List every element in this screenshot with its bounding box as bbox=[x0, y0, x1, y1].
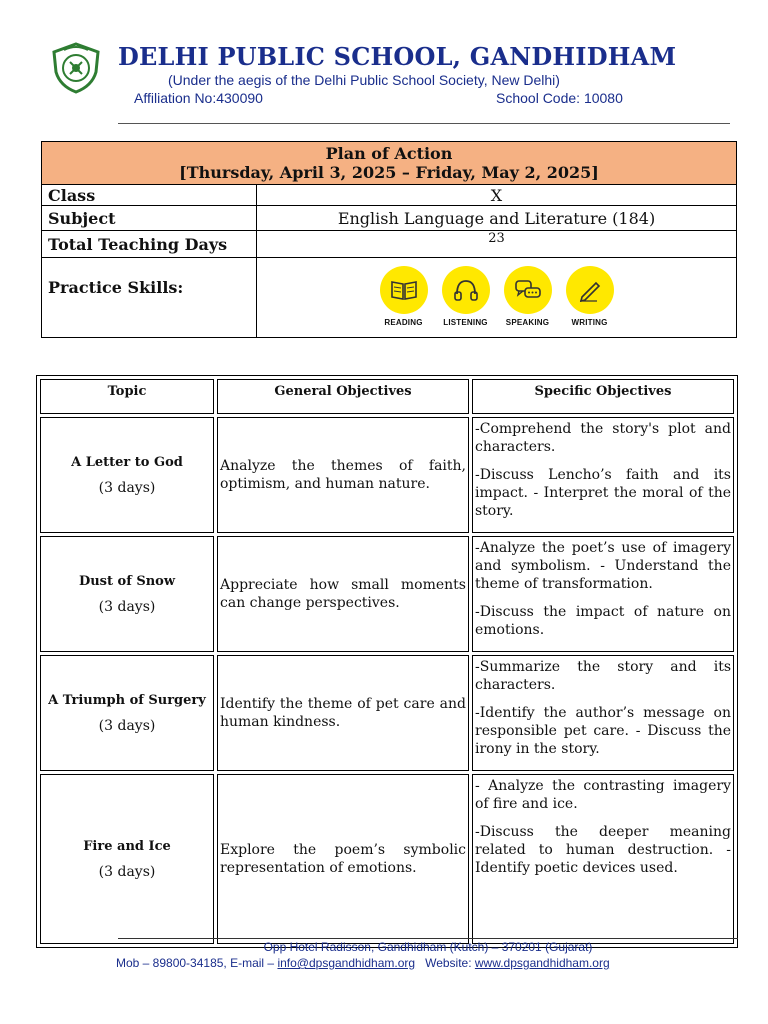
footer-address: Opp Hotel Radisson, Gandhidham (Kutch) – 370201 (Gujarat) bbox=[263, 940, 593, 954]
topic-days: (3 days) bbox=[98, 598, 156, 615]
topic-days: (3 days) bbox=[98, 717, 156, 734]
skill-speaking bbox=[503, 266, 553, 327]
specific-objective: -Discuss the impact of nature on emotions. bbox=[475, 604, 731, 638]
days-label: Total Teaching Days bbox=[42, 231, 257, 258]
table-header-row bbox=[40, 379, 734, 414]
skill-writing bbox=[565, 266, 615, 327]
class-value: X bbox=[257, 185, 737, 206]
school-crest-icon bbox=[50, 42, 102, 94]
topic-title: A Letter to God bbox=[71, 454, 183, 470]
general-objective: Identify the theme of pet care and human kindness. bbox=[217, 655, 469, 771]
skill-listening bbox=[441, 266, 491, 327]
table-row bbox=[40, 774, 734, 944]
topic-cell bbox=[40, 655, 214, 771]
general-objective: Explore the poem’s symbolic representation of emotions. bbox=[217, 774, 469, 944]
table-row bbox=[40, 655, 734, 771]
general-objective: Appreciate how small moments can change perspectives. bbox=[217, 536, 469, 652]
table-row bbox=[40, 417, 734, 533]
topic-title: A Triumph of Surgery bbox=[48, 692, 206, 708]
skill-caption: LISTENING bbox=[443, 318, 488, 327]
footer-contact bbox=[116, 956, 610, 970]
col-header-general: General Objectives bbox=[217, 379, 469, 414]
specific-objective: -Summarize the story and its characters. bbox=[475, 659, 731, 693]
skill-caption: WRITING bbox=[571, 318, 608, 327]
specific-objective: -Discuss Lencho’s faith and its impact. - Interpret the moral of the story. bbox=[475, 467, 731, 519]
col-header-topic: Topic bbox=[40, 379, 214, 414]
specific-objectives bbox=[472, 417, 734, 533]
affiliation-number: Affiliation No:430090 bbox=[134, 90, 263, 106]
days-value: 23 bbox=[257, 231, 737, 258]
skills-cell bbox=[257, 258, 737, 338]
school-name: DELHI PUBLIC SCHOOL, GANDHIDHAM bbox=[118, 42, 677, 71]
website-label: Website: bbox=[425, 956, 472, 970]
col-header-specific: Specific Objectives bbox=[472, 379, 734, 414]
topic-cell bbox=[40, 417, 214, 533]
topic-cell bbox=[40, 774, 214, 944]
specific-objectives bbox=[472, 536, 734, 652]
footer-divider bbox=[118, 938, 738, 939]
skill-reading bbox=[379, 266, 429, 327]
email-link[interactable]: info@dpsgandhidham.org bbox=[277, 956, 416, 970]
school-code: School Code: 10080 bbox=[496, 90, 623, 106]
plan-table bbox=[41, 141, 737, 338]
skills-label: Practice Skills: bbox=[42, 258, 257, 338]
topic-days: (3 days) bbox=[98, 863, 156, 880]
header-divider bbox=[118, 123, 730, 124]
pencil-icon bbox=[566, 266, 614, 314]
aegis-text: (Under the aegis of the Delhi Public School Society, New Delhi) bbox=[168, 72, 560, 88]
class-label: Class bbox=[42, 185, 257, 206]
topics-table bbox=[36, 375, 738, 948]
book-icon bbox=[380, 266, 428, 314]
specific-objective: - Analyze the contrasting imagery of fire and ice. bbox=[475, 778, 731, 812]
plan-dates: [Thursday, April 3, 2025 – Friday, May 2, 2025] bbox=[179, 163, 599, 182]
topic-cell bbox=[40, 536, 214, 652]
specific-objective: -Discuss the deeper meaning related to human destruction. - Identify poetic devices used. bbox=[475, 824, 731, 876]
topic-days: (3 days) bbox=[98, 479, 156, 496]
plan-header bbox=[42, 142, 737, 185]
specific-objective: -Comprehend the story's plot and characters. bbox=[475, 421, 731, 455]
subject-label: Subject bbox=[42, 206, 257, 231]
specific-objective: -Analyze the poet’s use of imagery and symbolism. - Understand the theme of transformation. bbox=[475, 540, 731, 592]
specific-objectives bbox=[472, 774, 734, 944]
specific-objective: -Identify the author’s message on responsible pet care. - Discuss the irony in the story. bbox=[475, 705, 731, 757]
general-objective: Analyze the themes of faith, optimism, and human nature. bbox=[217, 417, 469, 533]
speech-bubbles-icon bbox=[504, 266, 552, 314]
subject-value: English Language and Literature (184) bbox=[257, 206, 737, 231]
topic-title: Dust of Snow bbox=[78, 573, 176, 589]
footer-mobile: Mob – 89800-34185, E-mail – bbox=[116, 956, 275, 970]
topic-title: Fire and Ice bbox=[83, 838, 171, 854]
skill-caption: SPEAKING bbox=[505, 318, 550, 327]
specific-objectives bbox=[472, 655, 734, 771]
website-link[interactable]: www.dpsgandhidham.org bbox=[474, 956, 610, 970]
plan-title: Plan of Action bbox=[325, 144, 453, 163]
headphones-icon bbox=[442, 266, 490, 314]
table-row bbox=[40, 536, 734, 652]
skill-caption: READING bbox=[384, 318, 423, 327]
